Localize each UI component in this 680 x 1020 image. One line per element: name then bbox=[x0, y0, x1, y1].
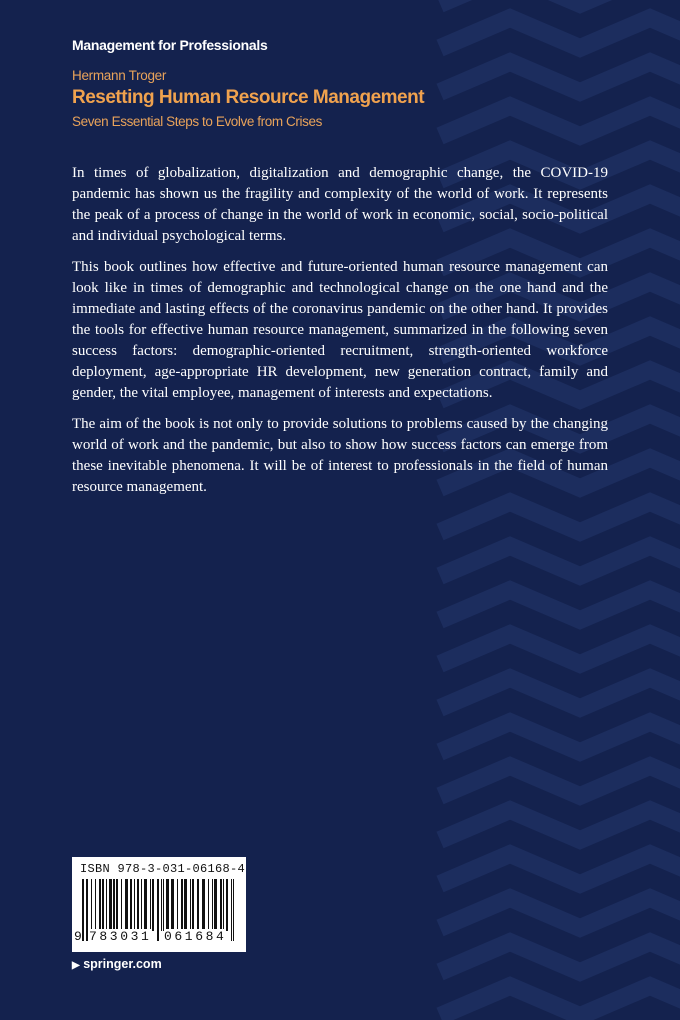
blurb-paragraph: In times of globalization, digitalization and demographic change, the COVID-19 pandemic has shown us the fragility and complexity of the world of work. It represents the peak of a process of change in the world of work in economic, social, socio-political and individual psychological terms. bbox=[72, 165, 608, 244]
barcode-group-1: 783031 bbox=[89, 929, 152, 944]
barcode-bar bbox=[214, 879, 217, 931]
barcode-bar bbox=[134, 879, 135, 931]
barcode-bar bbox=[202, 879, 205, 931]
barcode-group-2: 061684 bbox=[164, 929, 227, 944]
barcode-bar bbox=[181, 879, 183, 931]
blurb-paragraph: The aim of the book is not only to provide solutions to problems caused by the changing world of work and the pandemic, but also to show how success factors can emerge from these inevitable phenomena. It will be of interest to professionals in the field of human resource management. bbox=[72, 416, 608, 495]
chevron-stripe bbox=[440, 62, 680, 92]
chevron-stripe bbox=[440, 634, 680, 664]
book-title: Resetting Human Resource Management bbox=[72, 87, 425, 108]
barcode-bar bbox=[121, 879, 122, 931]
barcode bbox=[72, 857, 246, 952]
chevron-stripe bbox=[440, 678, 680, 708]
barcode-bar bbox=[212, 879, 213, 931]
barcode-bar bbox=[137, 879, 139, 931]
barcode-bar bbox=[144, 879, 147, 931]
barcode-bar bbox=[226, 879, 228, 931]
barcode-bar bbox=[223, 879, 224, 931]
barcode-bar bbox=[95, 879, 96, 931]
barcode-bar bbox=[197, 879, 199, 931]
barcode-bar bbox=[102, 879, 104, 931]
barcode-first-digit: 9 bbox=[74, 929, 82, 944]
barcode-bar bbox=[86, 879, 88, 941]
chevron-stripe bbox=[440, 0, 680, 4]
barcode-bar bbox=[190, 879, 191, 931]
barcode-bar bbox=[231, 879, 232, 941]
blurb-paragraph: This book outlines how effective and future-oriented human resource management can look like in times of demographic and technological change on the one hand and the immediate and lasting effects of the coronavirus pandemic on the other hand. It provides the tools for effective human resource management, summarized in the following seven success factors: demographic-oriented recruitment, strength-oriented workforce deployment, age-appropriate HR development, new generation contract, family and gender, the vital employee, management of interests and expectations. bbox=[72, 259, 608, 401]
barcode-bar bbox=[109, 879, 112, 931]
chevron-stripe bbox=[440, 854, 680, 884]
website-text: springer.com bbox=[83, 957, 162, 971]
barcode-bar bbox=[152, 879, 154, 931]
isbn-label: ISBN 978-3-031-06168-4 bbox=[80, 862, 246, 876]
barcode-bar bbox=[91, 879, 92, 931]
barcode-bar bbox=[192, 879, 194, 931]
barcode-bar bbox=[157, 879, 159, 941]
barcode-bar bbox=[233, 879, 234, 941]
chevron-stripe bbox=[440, 898, 680, 928]
chevron-stripe bbox=[440, 810, 680, 840]
barcode-bar bbox=[208, 879, 209, 931]
barcode-bar bbox=[171, 879, 174, 931]
barcode-bar bbox=[150, 879, 151, 931]
chevron-stripe bbox=[440, 546, 680, 576]
barcode-bar bbox=[99, 879, 101, 931]
barcode-bar bbox=[141, 879, 142, 931]
chevron-stripe bbox=[440, 766, 680, 796]
barcode-bar bbox=[125, 879, 128, 931]
chevron-stripe bbox=[440, 18, 680, 48]
barcode-bar bbox=[220, 879, 222, 931]
chevron-stripe bbox=[440, 942, 680, 972]
blurb bbox=[72, 163, 608, 508]
chevron-stripe bbox=[440, 986, 680, 1016]
barcode-bar bbox=[116, 879, 118, 931]
chevron-stripe bbox=[440, 106, 680, 136]
author-name: Hermann Troger bbox=[72, 68, 167, 83]
series-name: Management for Professionals bbox=[72, 37, 268, 53]
book-subtitle: Seven Essential Steps to Evolve from Crises bbox=[72, 114, 322, 129]
chevron-stripe bbox=[440, 590, 680, 620]
barcode-bar bbox=[177, 879, 178, 931]
barcode-bar bbox=[163, 879, 164, 931]
barcode-bar bbox=[106, 879, 107, 931]
barcode-bar bbox=[130, 879, 132, 931]
barcode-bar bbox=[82, 879, 84, 941]
barcode-bar bbox=[113, 879, 115, 931]
chevron-stripe bbox=[440, 722, 680, 752]
barcode-bar bbox=[166, 879, 169, 931]
arrow-right-icon: ▶ bbox=[72, 960, 80, 971]
website-link[interactable] bbox=[72, 957, 162, 971]
barcode-bar bbox=[161, 879, 162, 931]
barcode-bar bbox=[184, 879, 187, 931]
